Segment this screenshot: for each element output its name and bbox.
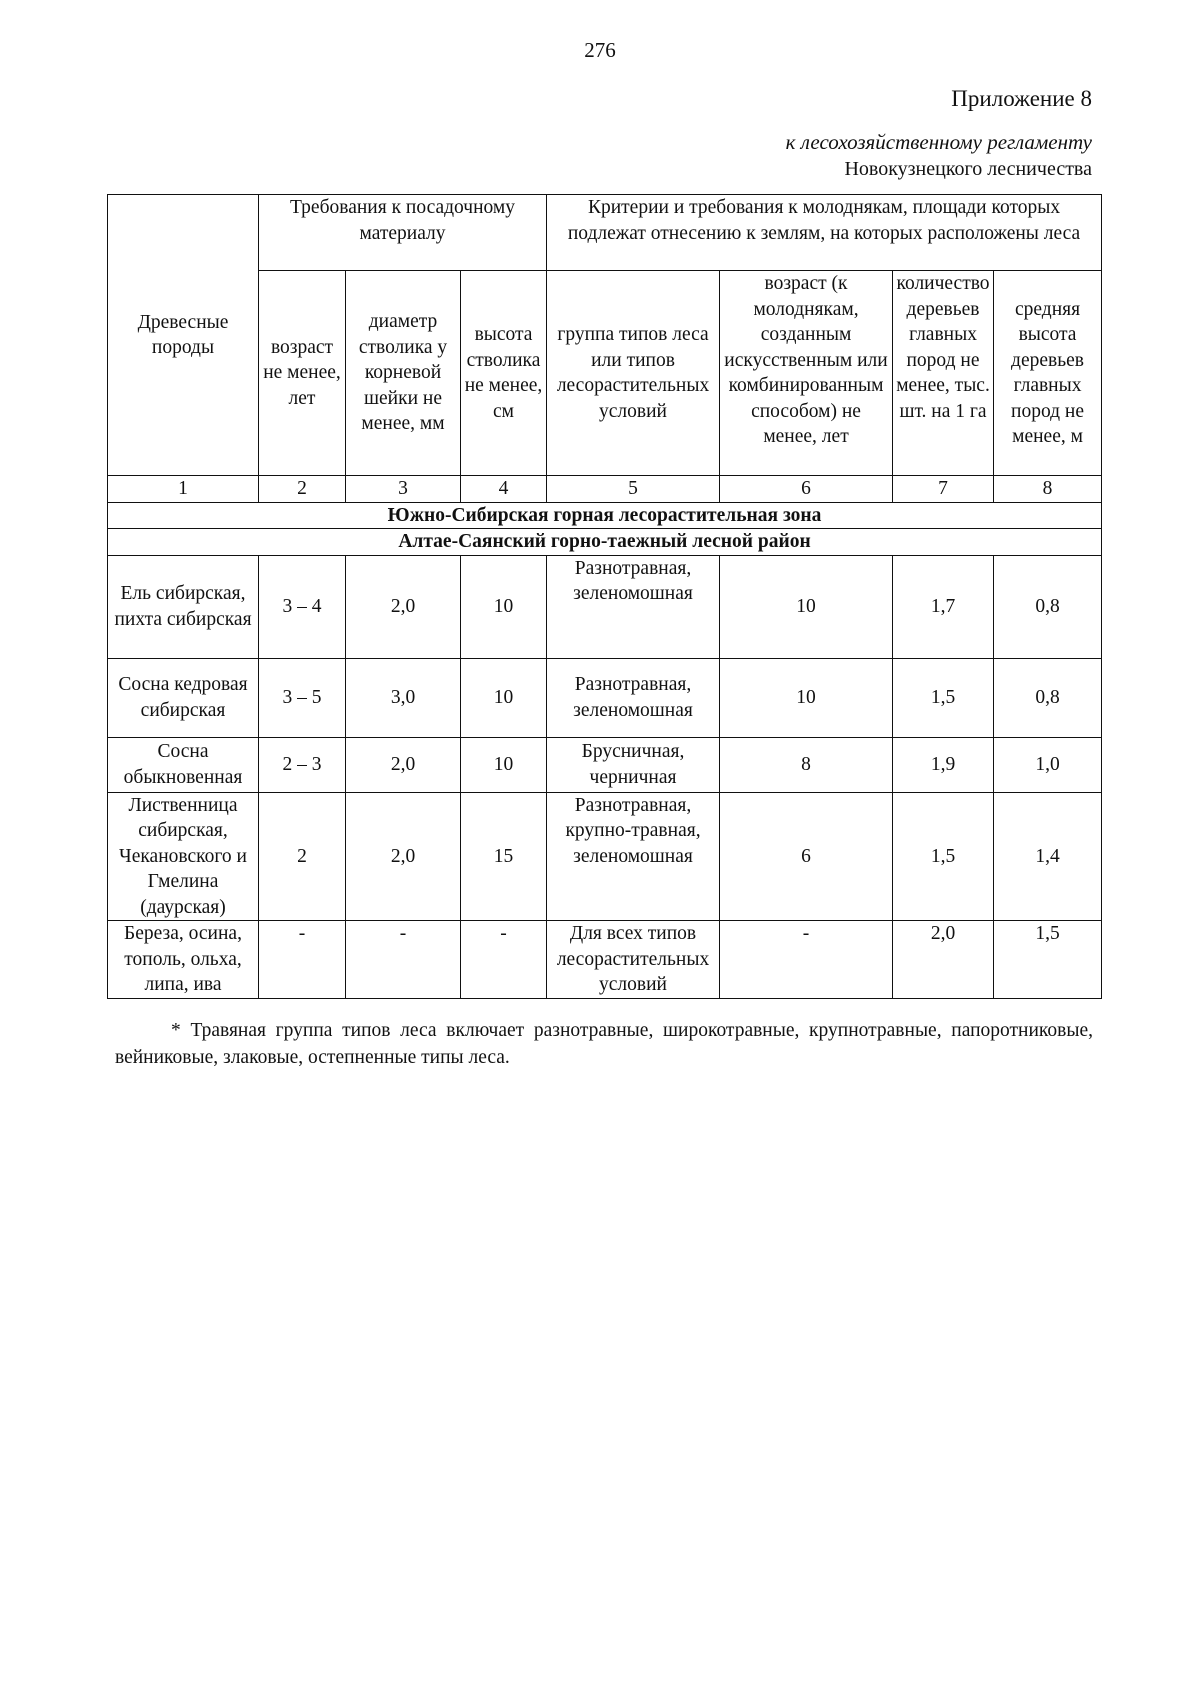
forest-type-cell: Разнотравная, зеленомошная bbox=[547, 555, 720, 658]
avg-height-cell: 1,0 bbox=[994, 737, 1102, 792]
header-count: количество деревьев главных пород не менее, тыс. шт. на 1 га bbox=[893, 271, 994, 476]
header-height: высота стволика не менее, см bbox=[461, 271, 547, 476]
diameter-cell: - bbox=[346, 921, 461, 999]
diameter-cell: 2,0 bbox=[346, 555, 461, 658]
height-cell: 10 bbox=[461, 737, 547, 792]
diameter-cell: 2,0 bbox=[346, 792, 461, 921]
young-age-cell: - bbox=[720, 921, 893, 999]
column-number: 6 bbox=[720, 476, 893, 503]
age-cell: 2 bbox=[259, 792, 346, 921]
zone-heading: Южно-Сибирская горная лесорастительная зона bbox=[108, 502, 1102, 529]
species-cell: Лиственница сибирская, Чекановского и Гмелина (даурская) bbox=[108, 792, 259, 921]
count-cell: 1,5 bbox=[893, 658, 994, 737]
district-row bbox=[108, 529, 1102, 556]
district-heading: Алтае-Саянский горно-таежный лесной район bbox=[108, 529, 1102, 556]
height-cell: - bbox=[461, 921, 547, 999]
species-cell: Сосна кедровая сибирская bbox=[108, 658, 259, 737]
young-age-cell: 10 bbox=[720, 555, 893, 658]
column-number: 7 bbox=[893, 476, 994, 503]
age-cell: 3 – 4 bbox=[259, 555, 346, 658]
age-cell: 3 – 5 bbox=[259, 658, 346, 737]
column-number: 2 bbox=[259, 476, 346, 503]
count-cell: 1,5 bbox=[893, 792, 994, 921]
column-number: 5 bbox=[547, 476, 720, 503]
header-age: возраст не менее, лет bbox=[259, 271, 346, 476]
forest-type-cell: Брусничная, черничная bbox=[547, 737, 720, 792]
column-number: 8 bbox=[994, 476, 1102, 503]
young-age-cell: 8 bbox=[720, 737, 893, 792]
header-species: Древесные породы bbox=[108, 195, 259, 476]
age-cell: - bbox=[259, 921, 346, 999]
column-number: 3 bbox=[346, 476, 461, 503]
header-row-1 bbox=[108, 195, 1102, 271]
species-cell: Сосна обыкновенная bbox=[108, 737, 259, 792]
table-row bbox=[108, 658, 1102, 737]
count-cell: 2,0 bbox=[893, 921, 994, 999]
table-row bbox=[108, 792, 1102, 921]
column-number: 4 bbox=[461, 476, 547, 503]
header-avg-height: средняя высота деревьев главных пород не менее, м bbox=[994, 271, 1102, 476]
requirements-table bbox=[107, 194, 1102, 999]
table-row bbox=[108, 737, 1102, 792]
species-cell: Береза, осина, тополь, ольха, липа, ива bbox=[108, 921, 259, 999]
young-age-cell: 6 bbox=[720, 792, 893, 921]
avg-height-cell: 1,5 bbox=[994, 921, 1102, 999]
header-young-group: Критерии и требования к молоднякам, площади которых подлежат отнесению к землям, на которых расположены леса bbox=[547, 195, 1102, 271]
count-cell: 1,7 bbox=[893, 555, 994, 658]
diameter-cell: 2,0 bbox=[346, 737, 461, 792]
height-cell: 15 bbox=[461, 792, 547, 921]
header-young-age: возраст (к молоднякам, созданным искусственным или комбинированным способом) не менее, лет bbox=[720, 271, 893, 476]
avg-height-cell: 0,8 bbox=[994, 555, 1102, 658]
forest-type-cell: Разнотравная, зеленомошная bbox=[547, 658, 720, 737]
diameter-cell: 3,0 bbox=[346, 658, 461, 737]
header-forest-type: группа типов леса или типов лесорастительных условий bbox=[547, 271, 720, 476]
column-number: 1 bbox=[108, 476, 259, 503]
header-planting-group: Требования к посадочному материалу bbox=[259, 195, 547, 271]
avg-height-cell: 0,8 bbox=[994, 658, 1102, 737]
height-cell: 10 bbox=[461, 555, 547, 658]
appendix-forestry-name: Новокузнецкого лесничества bbox=[844, 158, 1092, 180]
height-cell: 10 bbox=[461, 658, 547, 737]
table-row bbox=[108, 921, 1102, 999]
footnote: * Травяная группа типов леса включает разнотравные, широкотравные, крупнотравные, папоротниковые, вейниковые, злаковые, остепненные типы леса. bbox=[115, 1020, 1093, 1068]
appendix-subtitle: к лесохозяйственному регламенту bbox=[785, 130, 1092, 154]
zone-row bbox=[108, 502, 1102, 529]
count-cell: 1,9 bbox=[893, 737, 994, 792]
species-cell: Ель сибирская, пихта сибирская bbox=[108, 555, 259, 658]
forest-type-cell: Для всех типов лесорастительных условий bbox=[547, 921, 720, 999]
page-number: 276 bbox=[584, 38, 616, 62]
table-row bbox=[108, 555, 1102, 658]
forest-type-cell: Разнотравная, крупно-травная, зеленомошная bbox=[547, 792, 720, 921]
age-cell: 2 – 3 bbox=[259, 737, 346, 792]
header-diameter: диаметр стволика у корневой шейки не менее, мм bbox=[346, 271, 461, 476]
appendix-title: Приложение 8 bbox=[951, 86, 1092, 111]
column-numbers-row bbox=[108, 476, 1102, 503]
avg-height-cell: 1,4 bbox=[994, 792, 1102, 921]
young-age-cell: 10 bbox=[720, 658, 893, 737]
